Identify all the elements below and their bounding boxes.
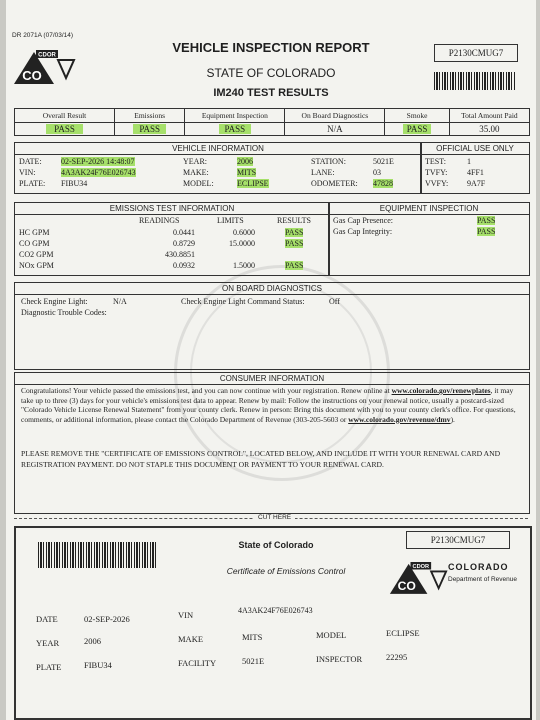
certificate-state: State of Colorado (238, 540, 314, 550)
revenue-dmv-link[interactable]: www.colorado.gov/revenue/dmv (348, 414, 451, 424)
check-engine-light-value: N/A (113, 297, 127, 306)
model-label: MODEL: (183, 179, 214, 188)
gas-cap-integrity-value: PASS (477, 227, 496, 236)
odometer-label: ODOMETER: (311, 179, 358, 188)
certificate-title: Certificate of Emissions Control (226, 566, 346, 576)
cert-model-label: MODEL (316, 630, 347, 640)
certificate-box (14, 526, 532, 720)
emission-row-label: HC GPM (19, 228, 50, 237)
vvfy-value: 9A7F (467, 179, 486, 188)
emissions-box (14, 202, 330, 276)
certificate-brand: COLORADO (448, 562, 509, 572)
lane-value: 03 (373, 168, 381, 177)
consumer-paragraph-1: Congratulations! Your vehicle passed the emissions test, and you can now continue with your registration. Renew online at www.colorado.gov/renewplates, it may take up to three (3) days for your vehicle's emissions test data to appear. Renew by mail: Follow the instructions on your renewal notice, usually a postcard-sized "Colorado Vehicle License Renewal Statement" from your county clerk. Renew in person: Bring this document with you to your county clerk's office. For questions, comments, or additional information, please contact the Colorado Department of Revenue (303-205-5603 or www.colorado.gov/revenue/dmv). (21, 386, 516, 424)
tvfy-label: TVFY: (425, 168, 448, 177)
vehicle-info-header: VEHICLE INFORMATION (15, 143, 421, 155)
emission-result: PASS (285, 228, 304, 237)
certificate-dept: Department of Revenue (448, 576, 518, 583)
vehicle-info-box (14, 142, 422, 194)
report-id: P2130CMUG7 (434, 44, 518, 62)
col-readings: READINGS (139, 216, 180, 225)
smoke-result: PASS (403, 124, 432, 134)
cert-inspector-value: 22295 (386, 652, 408, 662)
col-limits: LIMITS (217, 216, 244, 225)
cert-vin-value: 4A3AK24F76E026743 (238, 606, 313, 615)
cert-model-value: ECLIPSE (386, 628, 420, 638)
gas-cap-presence-label: Gas Cap Presence: (333, 216, 393, 225)
tvfy-value: 4FF1 (467, 168, 484, 177)
report-barcode (434, 72, 516, 90)
consumer-info-header: CONSUMER INFORMATION (15, 373, 529, 385)
lane-label: LANE: (311, 168, 335, 177)
test-value: 1 (467, 157, 471, 166)
certificate-barcode (38, 542, 156, 568)
equipment-result: PASS (219, 124, 252, 134)
emission-limit: 1.5000 (233, 261, 255, 270)
report-title: VEHICLE INSPECTION REPORT (172, 40, 370, 55)
emission-reading: 0.0441 (173, 228, 195, 237)
obd-header: ON BOARD DIAGNOSTICS (15, 283, 529, 295)
vvfy-label: VVFY: (425, 179, 449, 188)
year-label: YEAR: (183, 157, 207, 166)
cert-plate-label: PLATE (36, 662, 62, 672)
check-engine-light-label: Check Engine Light: (21, 297, 88, 306)
svg-text:CO: CO (22, 68, 42, 83)
cert-facility-value: 5021E (242, 656, 265, 666)
test-label: TEST: (425, 157, 446, 166)
date-label: DATE: (19, 157, 42, 166)
emission-row-label: CO2 GPM (19, 250, 54, 259)
cel-command-status-value: Off (329, 297, 340, 306)
year-value: 2006 (237, 157, 253, 166)
emission-reading: 430.8851 (165, 250, 195, 259)
station-value: 5021E (373, 157, 394, 166)
make-label: MAKE: (183, 168, 209, 177)
gas-cap-integrity-label: Gas Cap Integrity: (333, 227, 393, 236)
svg-text:CDOR: CDOR (412, 564, 430, 571)
summary-header: Total Amount Paid (461, 111, 518, 120)
overall-result: PASS (46, 124, 83, 134)
model-value: ECLIPSE (237, 179, 269, 188)
cert-plate-value: FIBU34 (84, 660, 112, 670)
inspection-report-page (6, 0, 536, 720)
col-results: RESULTS (277, 216, 311, 225)
cert-date-label: DATE (36, 614, 58, 624)
equipment-header: EQUIPMENT INSPECTION (329, 203, 529, 215)
obd-result: N/A (327, 124, 343, 134)
plate-label: PLATE: (19, 179, 46, 188)
make-value: MITS (237, 168, 257, 177)
vin-value: 4A3AK24F76E026743 (61, 168, 136, 177)
cel-command-status-label: Check Engine Light Command Status: (181, 297, 305, 306)
emission-limit: 15.0000 (229, 239, 255, 248)
cert-date-value: 02-SEP-2026 (84, 614, 130, 624)
station-label: STATION: (311, 157, 346, 166)
svg-text:CDOR: CDOR (38, 52, 56, 59)
official-use-header: OFFICIAL USE ONLY (421, 143, 529, 155)
cert-facility-label: FACILITY (178, 658, 217, 668)
colorado-logo-icon (388, 558, 448, 596)
consumer-paragraph-2: PLEASE REMOVE THE "CERTIFICATE OF EMISSIONS CONTROL", LOCATED BELOW, AND INCLUDE IT WITH YOUR RENEWAL CARD AND REGISTRATION PAYMENT. DO NOT STAPLE THIS DOCUMENT OR PAYMENT TO YOUR RENEWAL CARD. (21, 449, 501, 469)
colorado-logo-icon (12, 46, 76, 86)
certificate-report-id: P2130CMUG7 (406, 531, 510, 549)
emissions-result: PASS (133, 124, 166, 134)
renewplates-link[interactable]: www.colorado.gov/renewplates (391, 386, 491, 395)
certificate-logo (388, 558, 448, 596)
summary-header: Overall Result (15, 109, 115, 122)
vin-label: VIN: (19, 168, 36, 177)
emission-result: PASS (285, 239, 304, 248)
cdor-logo (12, 46, 76, 86)
obd-box (14, 282, 530, 370)
odometer-value: 47828 (373, 179, 393, 188)
cert-make-value: MITS (242, 632, 263, 642)
summary-header: Equipment Inspection (185, 109, 285, 122)
summary-header: Smoke (385, 109, 449, 122)
cert-make-label: MAKE (178, 634, 204, 644)
emission-reading: 0.0932 (173, 261, 195, 270)
report-subtitle: STATE OF COLORADO (206, 66, 336, 80)
emission-row-label: NOx GPM (19, 261, 54, 270)
plate-value: FIBU34 (61, 179, 88, 188)
emission-row-label: CO GPM (19, 239, 50, 248)
consumer-info-box (14, 372, 530, 514)
equipment-box (328, 202, 530, 276)
official-use-box (420, 142, 530, 194)
cert-year-label: YEAR (36, 638, 60, 648)
gas-cap-presence-value: PASS (477, 216, 496, 225)
emission-reading: 0.8729 (173, 239, 195, 248)
svg-text:CO: CO (397, 579, 416, 594)
cert-year-value: 2006 (84, 636, 101, 646)
date-value: 02-SEP-2026 14:48:07 (61, 157, 135, 166)
summary-header: On Board Diagnostics (285, 109, 385, 122)
emission-limit: 0.6000 (233, 228, 255, 237)
summary-header: Emissions (115, 109, 185, 122)
cert-inspector-label: INSPECTOR (316, 654, 363, 664)
cut-here-label: CUT HERE (254, 514, 295, 521)
summary-table (14, 108, 530, 136)
form-number: DR 2071A (07/03/14) (12, 32, 74, 39)
cert-vin-label: VIN (178, 610, 194, 620)
emission-result: PASS (285, 261, 304, 270)
report-subtitle-2: IM240 TEST RESULTS (213, 87, 329, 99)
total-amount-paid: 35.00 (479, 124, 500, 134)
dtc-label: Diagnostic Trouble Codes: (21, 308, 107, 317)
emissions-header: EMISSIONS TEST INFORMATION (15, 203, 329, 215)
